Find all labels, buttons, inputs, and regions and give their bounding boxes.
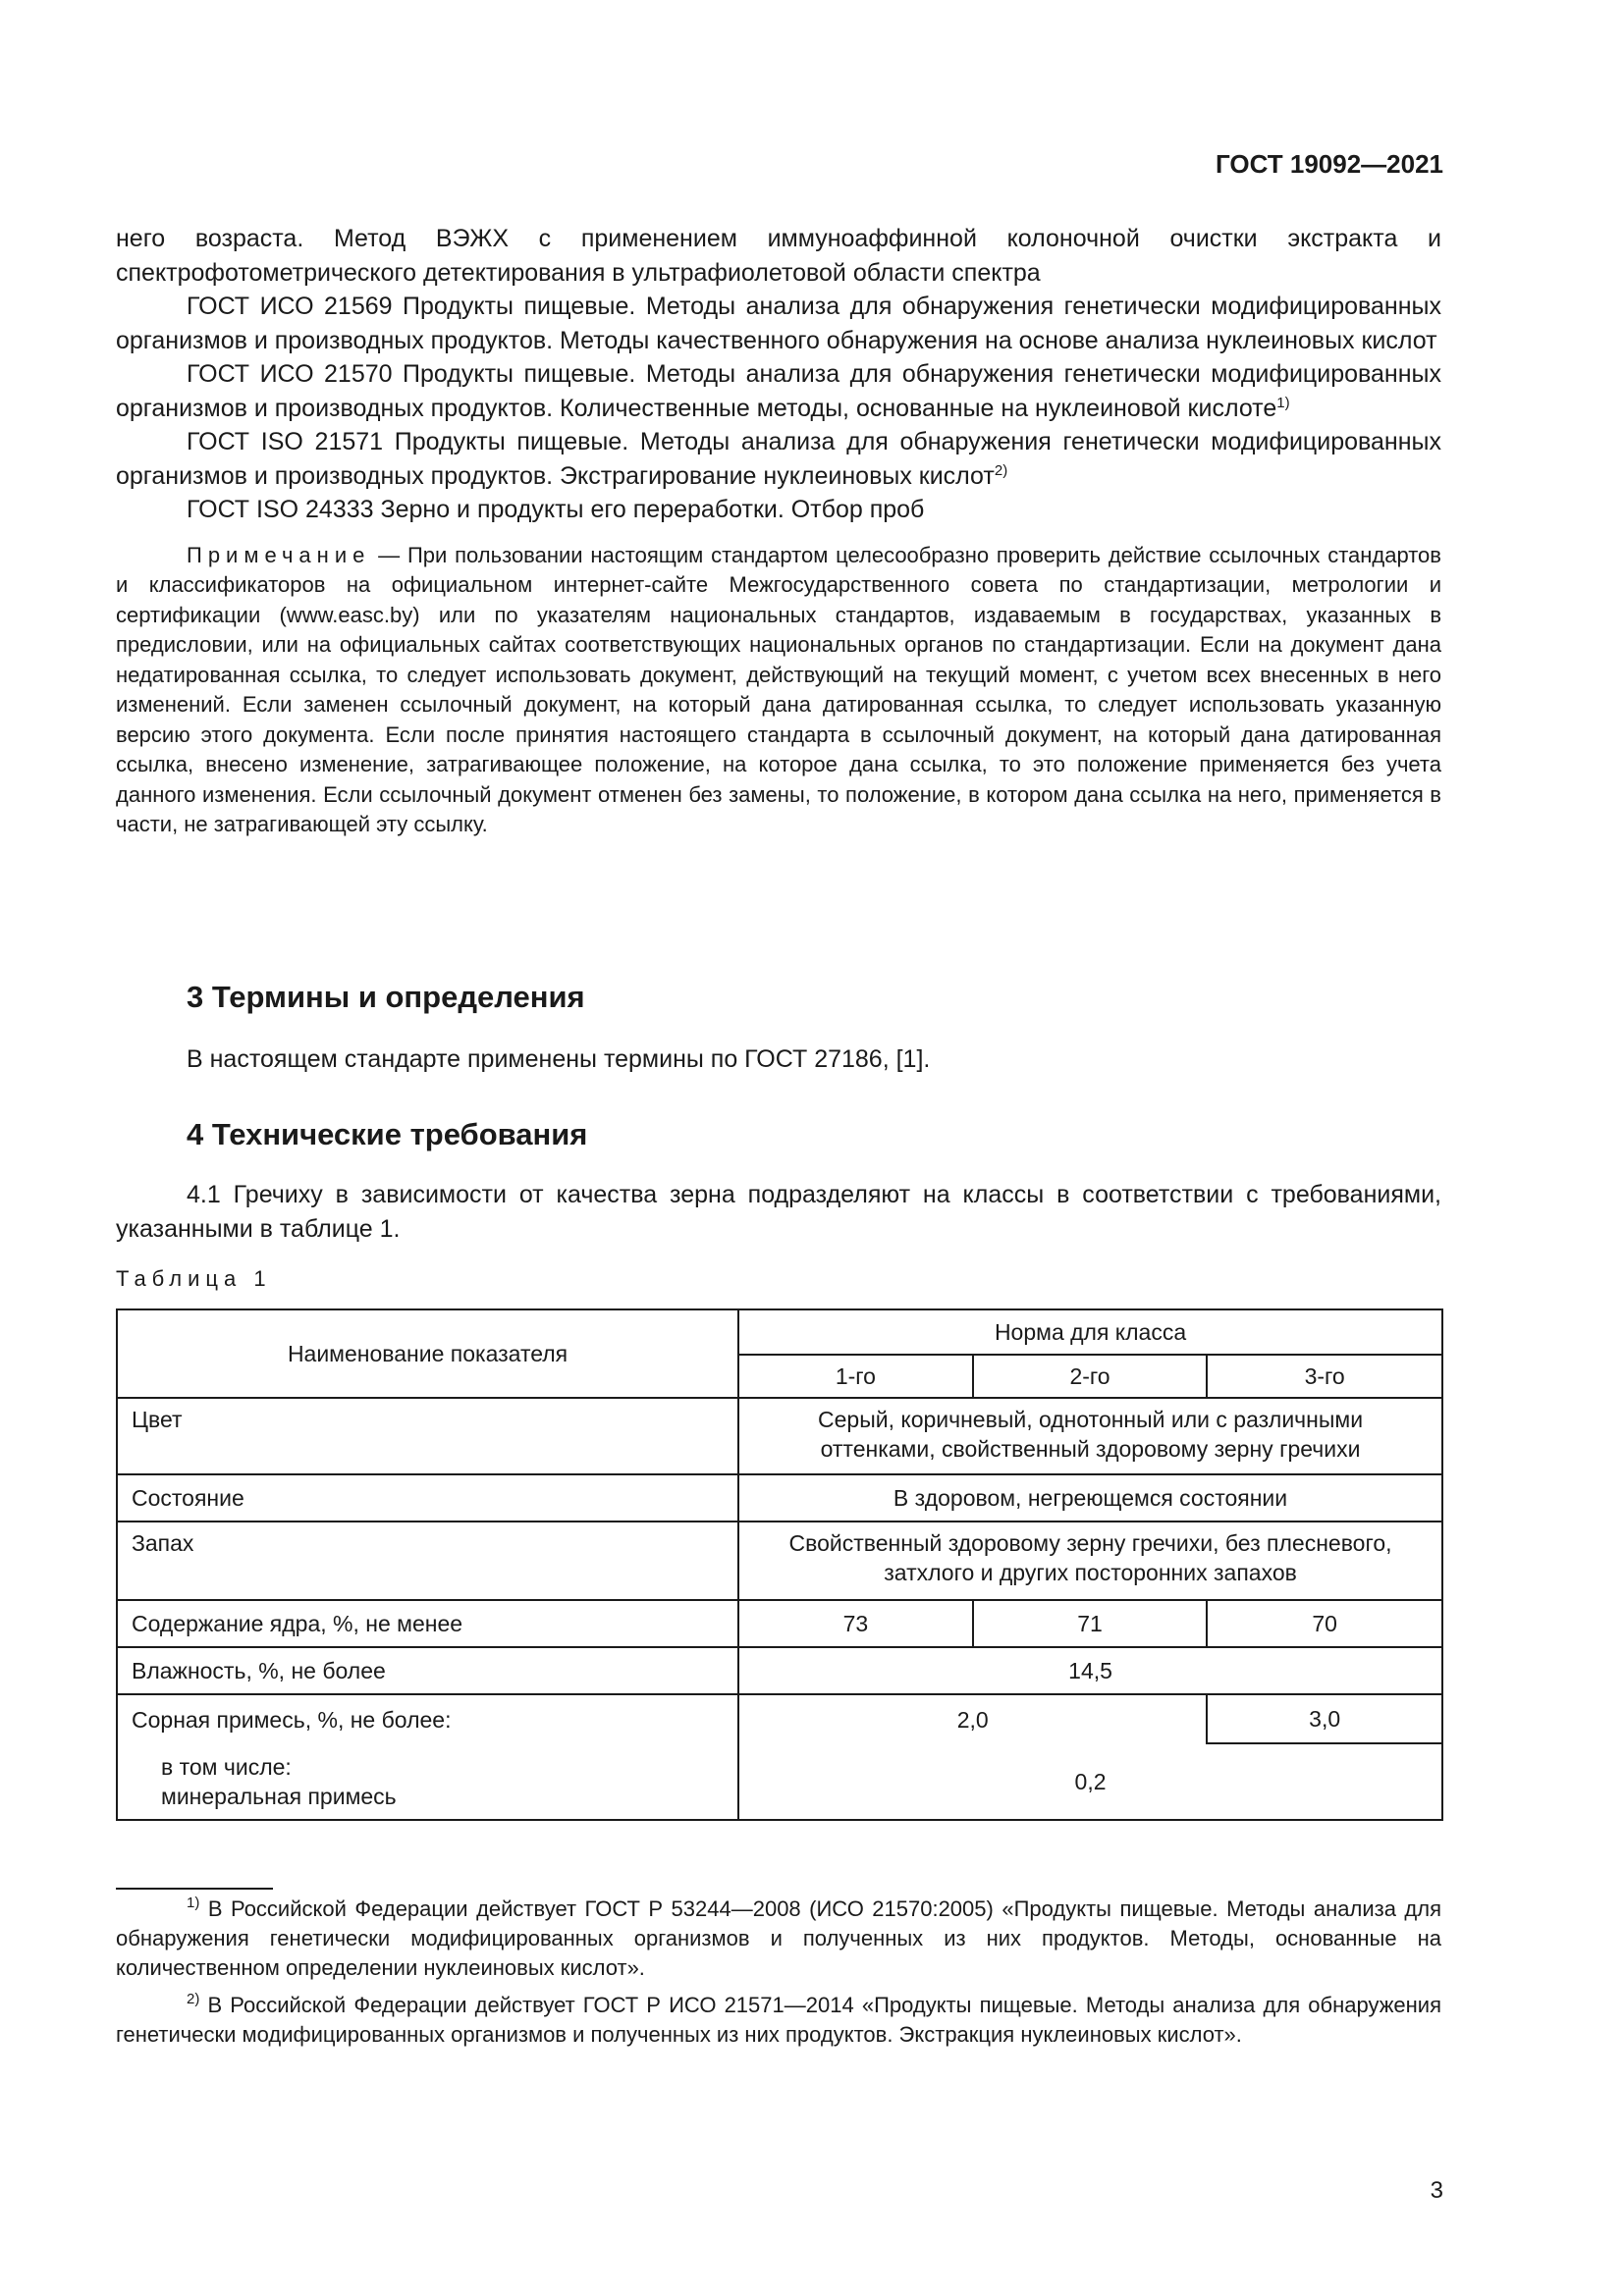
footnote-ref[interactable]: 2) xyxy=(994,461,1008,479)
section-4-text: 4.1 Гречиху в зависимости от качества зерна подразделяют на классы в соответствии с требованиями, указанными в таблице 1. xyxy=(116,1181,1441,1243)
section-3-title: 3 Термины и определения xyxy=(187,980,585,1014)
footnotes xyxy=(116,1895,1441,2057)
document-header: ГОСТ 19092—2021 xyxy=(1216,149,1443,179)
note-paragraph xyxy=(116,541,1441,840)
row-label-weed: Сорная примесь, %, не более: xyxy=(117,1694,738,1743)
reference-item: ГОСТ ISO 24333 Зерно и продукты его переработки. Отбор проб xyxy=(187,496,925,523)
row-value-mineral: 0,2 xyxy=(738,1743,1442,1820)
reference-item xyxy=(116,425,1441,493)
header-class-1: 1-го xyxy=(738,1355,973,1398)
row-label-color: Цвет xyxy=(117,1398,738,1474)
table-caption: Таблица 1 xyxy=(116,1266,272,1291)
footnote-2-text: В Российской Федерации действует ГОСТ Р ИСО 21571—2014 «Продукты пищевые. Методы анализа для обнаружения генетически модифицированных организмов и полученных из них продуктов. Экстракция нуклеиновых кислот». xyxy=(116,1993,1441,2047)
row-value-smell: Свойственный здоровому зерну гречихи, без плесневого, затхлого и других посторонних запахов xyxy=(738,1522,1442,1600)
row-value-weed-1-2: 2,0 xyxy=(738,1694,1207,1743)
row-label-state: Состояние xyxy=(117,1474,738,1522)
footnote-1-mark: 1) xyxy=(187,1895,200,1911)
row-value-kernel-3: 70 xyxy=(1207,1600,1442,1647)
row-value-state: В здоровом, негреющемся состоянии xyxy=(738,1474,1442,1522)
reference-text: ГОСТ ИСО 21570 Продукты пищевые. Методы анализа для обнаружения генетически модифицированных организмов и производных продуктов. Количественные методы, основанные на нуклеиновой кислоте xyxy=(116,360,1441,422)
reference-continuation: него возраста. Метод ВЭЖХ с применением иммуноаффинной колоночной очистки экстракта и спектрофотометрического детектирования в ультрафиолетовой области спектра xyxy=(116,225,1441,287)
footnote-separator xyxy=(116,1888,273,1890)
header-class-3: 3-го xyxy=(1207,1355,1442,1398)
header-class-2: 2-го xyxy=(973,1355,1208,1398)
section-3-text: В настоящем стандарте применены термины по ГОСТ 27186, [1]. xyxy=(187,1045,931,1073)
requirements-table xyxy=(116,1308,1443,1821)
reference-text: ГОСТ ISO 21571 Продукты пищевые. Методы анализа для обнаружения генетически модифицированных организмов и производных продуктов. Экстрагирование нуклеиновых кислот xyxy=(116,428,1441,490)
footnote-ref[interactable]: 1) xyxy=(1276,394,1290,411)
section-3-body xyxy=(116,1042,1441,1077)
footnote-1 xyxy=(116,1895,1441,1983)
header-class-norm: Норма для класса xyxy=(738,1309,1442,1355)
note-text: При пользовании настоящим стандартом целесообразно проверить действие ссылочных стандартов и классификаторов на официальном интернет-сайте Межгосударственного совета по стандартизации, метрологии и сертификации (www.easc.by) или по указателям национальных стандартов, издаваемым в государствах, указанных в предисловии, или на официальных сайтах соответствующих национальных органов по стандартизации. Если на документ дана недатированная ссылка, то следует использовать документ, действующий на текущий момент, с учетом всех внесенных в него изменений. Если заменен ссылочный документ, на который дана датированная ссылка, то следует использовать указанную версию этого документа. Если после принятия настоящего стандарта в ссылочный документ, на который дана датированная ссылка, внесено изменение, затрагивающее положение, на которое дана ссылка, то это положение применяется без учета данного изменения. Если ссылочный документ отменен без замены, то положение, в котором дана ссылка на него, применяется в части, не затрагивающей эту ссылку. xyxy=(116,542,1441,836)
page-number: 3 xyxy=(1430,2177,1443,2204)
footnote-2 xyxy=(116,1991,1441,2050)
row-value-color: Серый, коричневый, однотонный или с различными оттенками, свойственный здоровому зерну гречихи xyxy=(738,1398,1442,1474)
note-dash: — xyxy=(370,542,407,567)
row-value-kernel-2: 71 xyxy=(973,1600,1208,1647)
row-value-weed-3: 3,0 xyxy=(1207,1694,1442,1743)
row-label-mineral-text: минеральная примесь xyxy=(161,1783,397,1809)
reference-item: ГОСТ ИСО 21569 Продукты пищевые. Методы анализа для обнаружения генетически модифицированных организмов и производных продуктов. Методы качественного обнаружения на основе анализа нуклеиновых кислот xyxy=(116,293,1441,354)
header-indicator-name: Наименование показателя xyxy=(117,1309,738,1398)
section-4-body xyxy=(116,1178,1441,1246)
row-label-kernel: Содержание ядра, %, не менее xyxy=(117,1600,738,1647)
row-label-mineral xyxy=(117,1743,738,1820)
section-4-title: 4 Технические требования xyxy=(187,1117,588,1151)
note-label: Примечание xyxy=(187,542,371,567)
row-label-moisture: Влажность, %, не более xyxy=(117,1647,738,1694)
row-label-incl: в том числе: xyxy=(161,1753,292,1780)
normative-references xyxy=(116,222,1441,840)
row-value-kernel-1: 73 xyxy=(738,1600,973,1647)
footnote-2-mark: 2) xyxy=(187,1991,200,2007)
footnote-1-text: В Российской Федерации действует ГОСТ Р 53244—2008 (ИСО 21570:2005) «Продукты пищевые. Методы анализа для обнаружения генетически модифицированных организмов и полученных из них продуктов. Методы, основанные на количественном определении нуклеиновых кислот». xyxy=(116,1896,1441,1980)
reference-item xyxy=(116,357,1441,425)
row-value-moisture: 14,5 xyxy=(738,1647,1442,1694)
row-label-smell: Запах xyxy=(117,1522,738,1600)
